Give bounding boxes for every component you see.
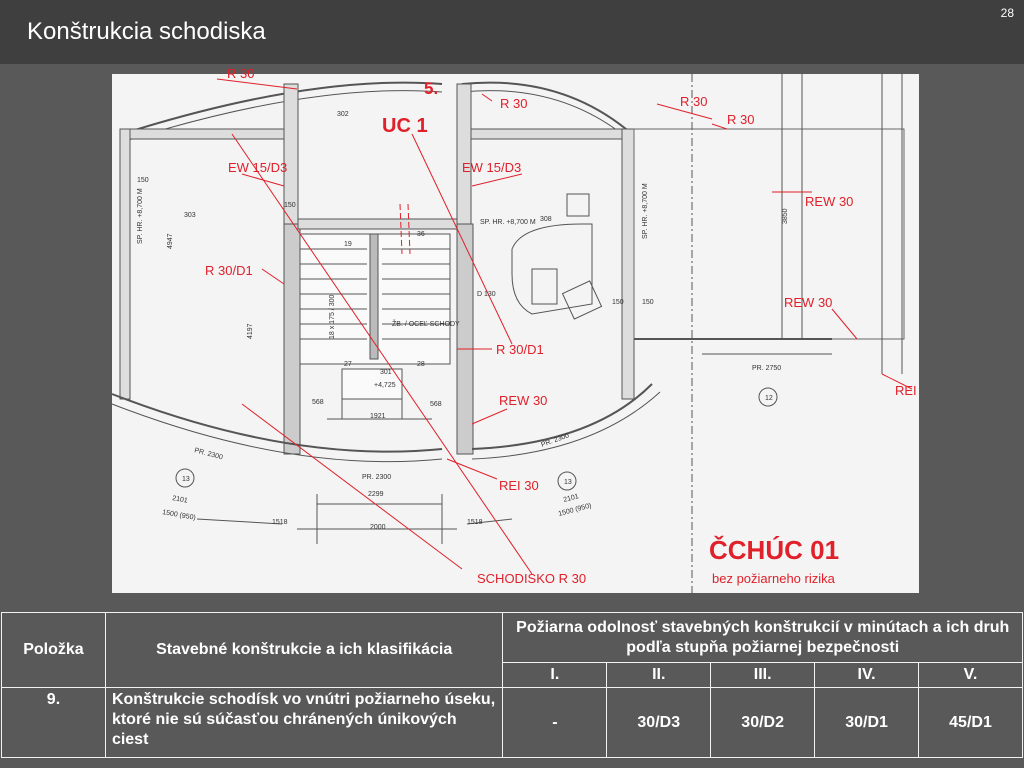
header-degree-4: IV. [815, 663, 919, 688]
row-value-3: 30/D2 [711, 688, 815, 758]
room-303-label: 303 [184, 212, 196, 219]
header-item: Položka [2, 613, 106, 688]
dim-d130: D 130 [477, 291, 496, 298]
dim-19: 19 [344, 241, 352, 248]
dim-2299: 2299 [368, 491, 384, 498]
dim-1518-right: 1518 [467, 519, 483, 526]
slide-number: 28 [1000, 6, 1014, 20]
dim-568-right: 568 [430, 401, 442, 408]
label-uc1: UC 1 [382, 115, 428, 137]
fire-resistance-table [1, 612, 1023, 758]
dim-150-a: 150 [137, 177, 149, 184]
sp-hr-mid-label: SP. HR. +8,700 M [480, 219, 536, 226]
table-row [2, 688, 1023, 758]
label-rei30: REI 30 [499, 478, 539, 493]
floor-plan-svg [112, 66, 919, 593]
level-301-label: +4,725 [374, 382, 396, 389]
dim-36: 36 [417, 231, 425, 238]
label-rew-bottom: REW 30 [499, 393, 548, 408]
label-ew-right: EW 15/D3 [462, 160, 522, 175]
dim-568-left: 568 [312, 399, 324, 406]
dim-1518-left: 1518 [272, 519, 288, 526]
axis-13-right: 13 [564, 479, 572, 486]
dim-3850: 3850 [782, 208, 789, 224]
row-value-4: 30/D1 [815, 688, 919, 758]
dim-28: 28 [417, 361, 425, 368]
header-fire-resistance: Požiarna odolnosť stavebných konštrukcií v minútach a ich druh podľa stupňa požiarnej bezpečnosti [503, 613, 1023, 663]
title-bar [0, 0, 1024, 64]
label-r30-top-left: R 30 [227, 66, 255, 81]
dim-2750: PR. 2750 [752, 365, 782, 372]
label-r30-top-mid: R 30 [500, 96, 528, 111]
sp-hr-right-label: SP. HR. +8,700 M [642, 183, 649, 239]
row-value-2: 30/D3 [607, 688, 711, 758]
label-cchuc: ČCHÚC 01 [709, 535, 840, 565]
dim-1921: 1921 [370, 413, 386, 420]
dim-4947: 4947 [167, 233, 174, 249]
dim-1500-left: 1500 (950) [161, 509, 197, 522]
label-r30-right: R 30 [727, 112, 755, 127]
label-r30d1-center: R 30/D1 [496, 342, 544, 357]
header-construction: Stavebné konštrukcie a ich klasifikácia [105, 613, 503, 688]
dim-4197: 4197 [247, 323, 254, 339]
dim-2101-left: 2101 [171, 495, 189, 505]
label-ew-left: EW 15/D3 [228, 160, 288, 175]
dim-2300-right: PR. 2300 [540, 432, 571, 449]
room-302-label: 302 [337, 111, 349, 118]
dim-2000: 2000 [370, 524, 386, 531]
dim-1500-right: 1500 (950) [557, 502, 593, 518]
label-bez-rizika: bez požiarneho rizika [712, 571, 835, 586]
header-degree-5: V. [919, 663, 1023, 688]
row-value-1: - [503, 688, 607, 758]
dim-150-c: 150 [612, 299, 624, 306]
dim-27: 27 [344, 361, 352, 368]
floor-plan-drawing [112, 66, 919, 593]
row-value-5: 45/D1 [919, 688, 1023, 758]
row-item: 9. [2, 688, 106, 758]
fire-resistance-table-wrap [0, 612, 1024, 758]
label-rei-right: REI [895, 383, 917, 398]
dim-150-d: 150 [642, 299, 654, 306]
sp-hr-left-label: SP. HR. +8,700 M [137, 188, 144, 244]
label-rew-mid: REW 30 [784, 295, 833, 310]
label-r30d1-left: R 30/D1 [205, 263, 253, 278]
header-degree-3: III. [711, 663, 815, 688]
axis-12: 12 [765, 395, 773, 402]
header-degree-2: II. [607, 663, 711, 688]
header-degree-1: I. [503, 663, 607, 688]
label-rew-top: REW 30 [805, 194, 854, 209]
dim-150-b: 150 [284, 202, 296, 209]
dim-2300-mid: PR. 2300 [362, 474, 392, 481]
axis-13-left: 13 [182, 476, 190, 483]
room-308-label: 308 [540, 216, 552, 223]
room-301-label: 301 [380, 369, 392, 376]
dim-stair-steps: 18 x 175 / 300 [329, 294, 336, 339]
label-5: 5. [424, 79, 439, 98]
row-construction: Konštrukcie schodísk vo vnútri požiarneho úseku, ktoré nie sú súčasťou chránených únikových ciest [105, 688, 503, 758]
label-r30-top-right: R 30 [680, 94, 708, 109]
dim-2101-right: 2101 [562, 493, 580, 504]
slide-title: Konštrukcia schodiska [27, 18, 266, 45]
stair-material-label: ŽB. / OCEĽ SCHODY [392, 321, 460, 328]
label-schodisko: SCHODISKO R 30 [477, 571, 587, 586]
dim-2300-left: PR. 2300 [193, 447, 224, 462]
